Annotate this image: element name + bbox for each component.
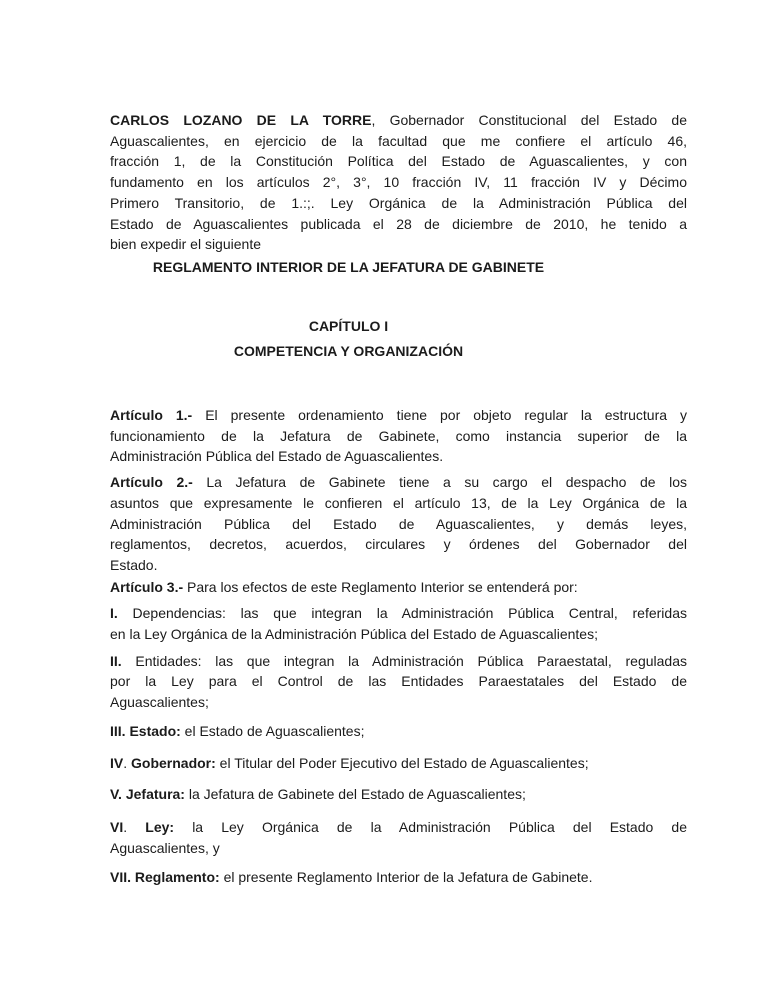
text-line: [110, 110, 687, 131]
text-line: [110, 514, 687, 535]
text-segment: el Estado de Aguascalientes;: [180, 722, 365, 739]
paragraph-articulo-1: [110, 405, 687, 467]
bold-text-segment: COMPETENCIA Y ORGANIZACIÓN: [233, 343, 464, 360]
paragraph-fraccion-ii: [110, 651, 687, 713]
text-line: [110, 753, 687, 774]
paragraph-articulo-2: [110, 472, 687, 576]
text-line: [110, 534, 687, 555]
text-segment: Administración Pública del Estado de Aguascalientes.: [110, 448, 444, 465]
text-segment: Entidades: las que integran la Administración Pública Paraestatal, reguladas: [121, 652, 687, 669]
paragraph-fraccion-vi: [110, 817, 687, 858]
bold-text-segment: V. Jefatura:: [110, 786, 185, 803]
text-segment: , Gobernador Constitucional del Estado de: [371, 112, 687, 128]
text-line: [110, 341, 587, 362]
bold-text-segment: Gobernador:: [131, 754, 216, 771]
text-line: [110, 577, 687, 598]
bold-text-segment: IV: [110, 754, 124, 771]
text-line: [110, 555, 687, 576]
bold-text-segment: Ley:: [145, 818, 175, 835]
text-line: [110, 838, 687, 859]
text-line: [110, 446, 687, 467]
text-segment: el Titular del Poder Ejecutivo del Estado de Aguascalientes;: [215, 754, 589, 771]
text-segment: Estado.: [110, 556, 158, 573]
text-line: [110, 472, 687, 493]
text-segment: en la Ley Orgánica de la Administración Pública del Estado de Aguascalientes;: [110, 626, 598, 643]
text-line: [110, 193, 687, 214]
text-line: [110, 493, 687, 514]
text-segment: Aguascalientes;: [110, 694, 209, 711]
text-line: [110, 426, 687, 447]
paragraph-fraccion-i: [110, 603, 687, 644]
text-segment: Primero Transitorio, de 1.:;. Ley Orgánica de la Administración Pública del: [110, 194, 687, 211]
text-line: [110, 257, 587, 278]
heading-reglamento-title: [110, 257, 587, 278]
text-segment: funcionamiento de la Jefatura de Gabinete, como instancia superior de la: [110, 427, 687, 444]
text-line: [110, 867, 687, 888]
text-segment: asuntos que expresamente le confieren el artículo 13, de la Ley Orgánica de la: [110, 494, 687, 511]
text-segment: la Jefatura de Gabinete del Estado de Aguascalientes;: [184, 786, 526, 803]
text-line: [110, 234, 687, 255]
text-line: [110, 172, 687, 193]
bold-text-segment: Artículo 3.-: [110, 578, 184, 595]
text-line: [110, 131, 687, 152]
text-segment: Para los efectos de este Reglamento Interior se entenderá por:: [183, 578, 578, 595]
text-segment: Administración Pública del Estado de Aguascalientes, y demás leyes,: [110, 515, 687, 532]
text-line: [110, 405, 687, 426]
text-segment: Dependencias: las que integran la Administración Pública Central, referidas: [117, 605, 687, 622]
text-line: [110, 624, 687, 645]
paragraph-articulo-3: [110, 577, 687, 598]
text-segment: Aguascalientes, y: [110, 839, 220, 856]
text-segment: Estado de Aguascalientes publicada el 28 de diciembre de 2010, he tenido a: [110, 215, 687, 232]
paragraph-fraccion-v: [110, 784, 687, 805]
bold-text-segment: II.: [110, 652, 122, 669]
text-segment: reglamentos, decretos, acuerdos, circulares y órdenes del Gobernador del: [110, 536, 687, 553]
text-line: [110, 316, 587, 337]
text-segment: la Ley Orgánica de la Administración Pública del Estado de: [174, 818, 687, 835]
text-segment: bien expedir el siguiente: [110, 236, 261, 253]
bold-text-segment: I.: [110, 605, 118, 622]
bold-text-segment: Artículo 2.-: [110, 474, 193, 491]
heading-competencia-y-organizacion: [110, 341, 587, 362]
text-line: [110, 721, 687, 742]
bold-text-segment: CAPÍTULO I: [308, 317, 389, 334]
paragraph-preamble: [110, 110, 687, 255]
paragraph-fraccion-vii: [110, 867, 687, 888]
text-line: [110, 784, 687, 805]
bold-text-segment: Artículo 1.-: [110, 407, 193, 424]
bold-text-segment: CARLOS LOZANO DE LA TORRE: [110, 112, 372, 128]
bold-text-segment: VI: [110, 818, 124, 835]
text-line: [110, 692, 687, 713]
text-line: [110, 603, 687, 624]
text-segment: fracción 1, de la Constitución Política del Estado de Aguascalientes, y con: [110, 153, 687, 170]
text-line: [110, 817, 687, 838]
text-segment: .: [123, 818, 146, 835]
text-segment: fundamento en los artículos 2°, 3°, 10 fracción IV, 11 fracción IV y Décimo: [110, 174, 687, 191]
bold-text-segment: III. Estado:: [110, 722, 181, 739]
text-segment: El presente ordenamiento tiene por objeto regular la estructura y: [192, 407, 688, 424]
bold-text-segment: REGLAMENTO INTERIOR DE LA JEFATURA DE GABINETE: [152, 258, 545, 275]
text-segment: La Jefatura de Gabinete tiene a su cargo el despacho de los: [192, 474, 687, 491]
paragraph-fraccion-iv: [110, 753, 687, 774]
text-segment: el presente Reglamento Interior de la Jefatura de Gabinete.: [219, 869, 593, 886]
text-line: [110, 214, 687, 235]
text-line: [110, 651, 687, 672]
heading-capitulo-i: [110, 316, 587, 337]
text-segment: .: [123, 754, 132, 771]
text-line: [110, 671, 687, 692]
paragraph-fraccion-iii: [110, 721, 687, 742]
bold-text-segment: VII. Reglamento:: [110, 869, 220, 886]
text-line: [110, 151, 687, 172]
text-segment: Aguascalientes, en ejercicio de la facultad que me confiere el artículo 46,: [110, 132, 687, 149]
text-segment: por la Ley para el Control de las Entidades Paraestatales del Estado de: [110, 673, 687, 690]
